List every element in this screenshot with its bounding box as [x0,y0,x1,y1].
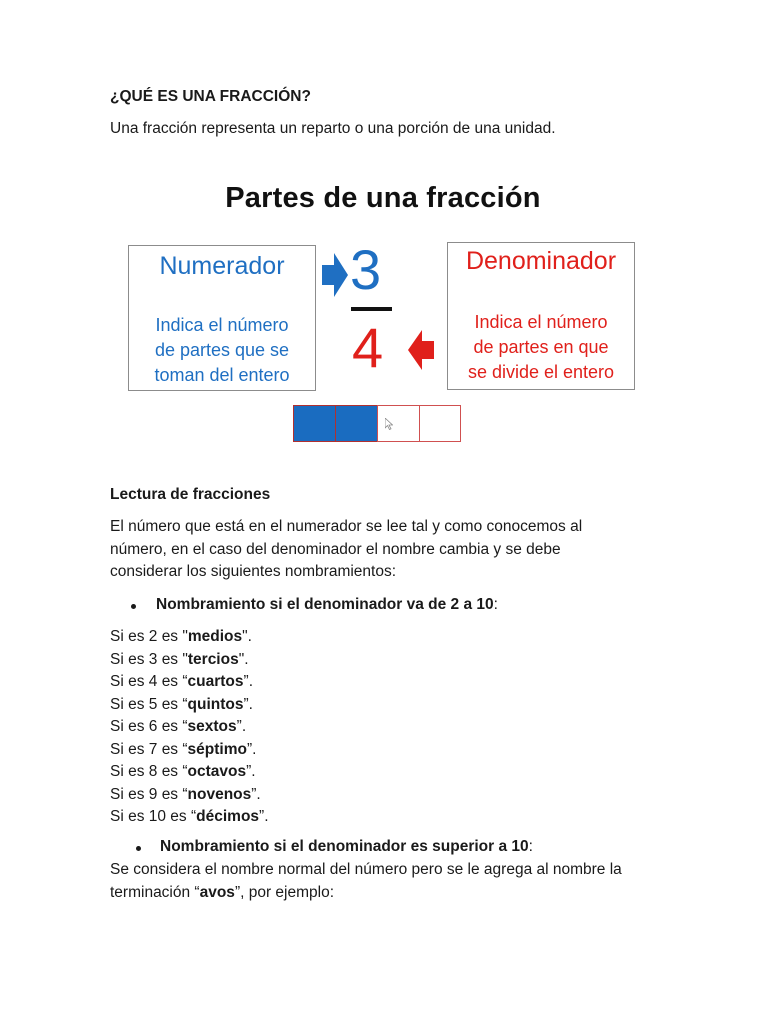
bold-word: avos [199,883,235,901]
bullet-item [156,594,498,617]
bullet-bold-text: Nombramiento si el denominador es superior a 10 [160,838,529,855]
text-span: Si es 10 es “ [110,808,197,825]
denominator-label: Denominador [465,247,617,275]
page-title: ¿QUÉ ES UNA FRACCIÓN? [110,88,311,105]
bold-word: quintos [187,695,244,713]
paragraph-line [110,882,622,905]
denominator-line: de partes en que [473,337,609,357]
intro-paragraph: Una fracción representa un reparto o una porción de una unidad. [110,120,556,137]
list-item [110,694,269,717]
fraction-parts-figure [110,152,656,442]
text-span: Si es 6 es “ [110,718,188,735]
text-span: ”. [236,718,247,735]
paragraph-line: El número que está en el numerador se lee tal y como conocemos al [110,518,583,535]
fraction-bar-cell [419,405,461,442]
reading-paragraph [110,516,582,584]
numerator-label: Numerador [159,252,285,280]
bold-word: tercios [187,650,239,668]
numerator-box [128,245,316,391]
bullet-tail: : [528,838,533,855]
numerator-description [129,313,315,388]
text-span: ”. [243,673,253,690]
paragraph-line: Se considera el nombre normal del número pero se le agrega al nombre la [110,861,622,878]
list-item [110,784,269,807]
arrow-left-icon [408,330,434,370]
fraction-bar-line [351,307,392,311]
denominator-line: se divide el entero [467,362,615,382]
bold-word: novenos [187,785,252,803]
text-span: terminación “ [110,883,200,901]
naming-list [110,626,269,829]
list-item [110,739,269,762]
bold-word: medios [187,628,243,645]
text-span: ”. [259,808,269,825]
list-item [110,649,269,672]
text-span: ". [242,628,252,645]
bullet-icon [131,604,136,609]
text-span: Si es 3 es " [110,650,188,668]
fraction-bar-cell [335,405,377,442]
text-span: ”. [246,763,256,780]
list-item [110,671,269,694]
fraction-bar-cell [293,405,335,442]
fraction-numerator: 3 [350,238,382,301]
figure-title: Partes de una fracción [225,182,541,214]
text-span: Si es 9 es “ [110,785,188,803]
bullet-bold-text: Nombramiento si el denominador va de 2 a 10 [156,596,494,613]
text-span: ”, por ejemplo: [234,883,335,901]
text-span: ". [238,650,249,668]
bold-word: cuartos [187,673,244,690]
bullet-icon [136,846,141,851]
text-span: ”. [246,740,257,758]
text-span: Si es 7 es “ [110,740,188,758]
fraction-visual-bar [293,405,461,442]
closing-paragraph [110,859,622,904]
denominator-box [447,242,635,390]
denominator-line: Indica el número [474,312,608,332]
fraction-denominator: 4 [352,316,384,379]
bold-word: octavos [187,763,247,780]
text-span: ”. [251,785,261,803]
list-item [110,806,269,829]
arrow-right-icon [322,253,348,297]
section-heading: Lectura de fracciones [110,486,271,503]
cursor-icon [385,418,393,430]
text-span: ”. [243,695,253,713]
bold-word: sextos [187,718,237,735]
text-span: Si es 4 es “ [110,673,188,690]
bullet-tail: : [493,596,498,613]
numerator-line: toman del entero [154,365,290,385]
numerator-line: de partes que se [154,340,290,360]
bold-word: séptimo [187,740,247,758]
fraction-bar-cell [377,405,419,442]
denominator-description [448,310,634,385]
paragraph-line: número, en el caso del denominador el nombre cambia y se debe [110,540,561,558]
paragraph-line: considerar los siguientes nombramientos: [110,563,397,580]
numerator-line: Indica el número [155,315,289,335]
text-span: Si es 5 es “ [110,695,188,713]
bold-word: décimos [196,808,260,825]
text-span: Si es 2 es " [110,628,188,645]
list-item [110,761,269,784]
bullet-item [160,836,533,859]
list-item [110,716,269,739]
list-item [110,626,269,649]
text-span: Si es 8 es “ [110,763,188,780]
